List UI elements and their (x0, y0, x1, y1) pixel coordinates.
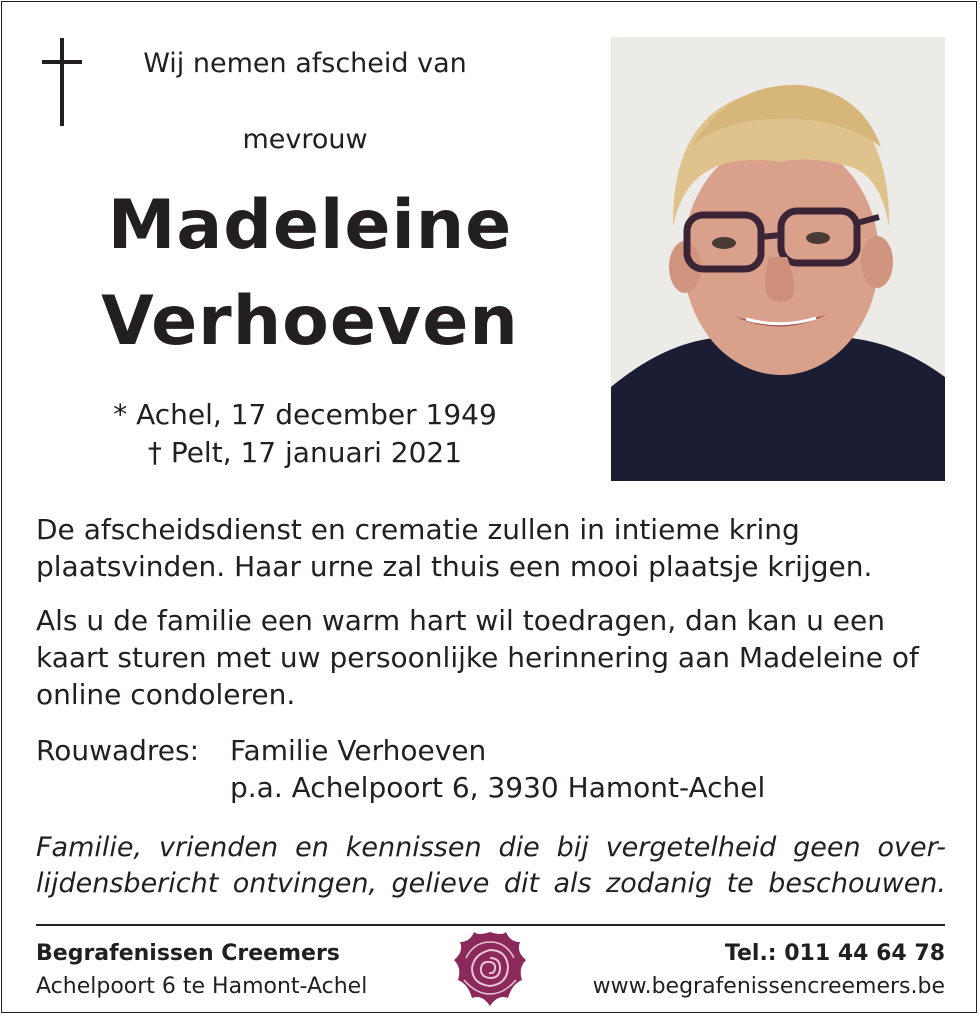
notice-text (36, 830, 946, 902)
birth-line: * Achel, 17 december 1949 (113, 398, 497, 431)
last-name: Verhoeven (101, 282, 519, 361)
honorific: mevrouw (242, 124, 368, 155)
portrait-photo (611, 37, 945, 481)
rose-icon (450, 928, 530, 1010)
ceremony-paragraph: De afscheidsdienst en crematie zullen in intieme kring plaatsvinden. Haar urne zal thuis een mooi plaatsje krijgen. (36, 513, 873, 583)
funeral-home-address: Achelpoort 6 te Hamont-Achel (36, 974, 368, 999)
address-line-1: Familie Verhoeven (230, 734, 487, 767)
website-link[interactable]: www.begrafenissencreemers.be (592, 974, 945, 999)
footer-divider (36, 924, 945, 926)
notice-line-1: Familie, vrienden en kennissen die bij vergetelheid geen over- (36, 832, 946, 863)
funeral-home-info (36, 937, 367, 1003)
phone-number: Tel.: 011 44 64 78 (724, 941, 945, 966)
funeral-home-contact (593, 937, 945, 1003)
address-line-2: p.a. Achelpoort 6, 3930 Hamont-Achel (230, 771, 766, 804)
life-dates (60, 396, 550, 472)
address-label: Rouwadres: (36, 734, 200, 767)
intro-text: Wij nemen afscheid van (143, 48, 467, 79)
funeral-home-name: Begrafenissen Creemers (36, 941, 340, 966)
first-name: Madeleine (107, 186, 513, 265)
condolence-paragraph: Als u de familie een warm hart wil toedragen, dan kan u een kaart sturen met uw persoonlijke herinnering aan Madeleine of online condoleren. (36, 604, 919, 711)
death-line: † Pelt, 17 januari 2021 (147, 436, 463, 469)
notice-line-2: lijdensbericht ontvingen, gelieve dit als zodanig te beschouwen. (36, 868, 946, 899)
cross-icon (42, 38, 82, 126)
